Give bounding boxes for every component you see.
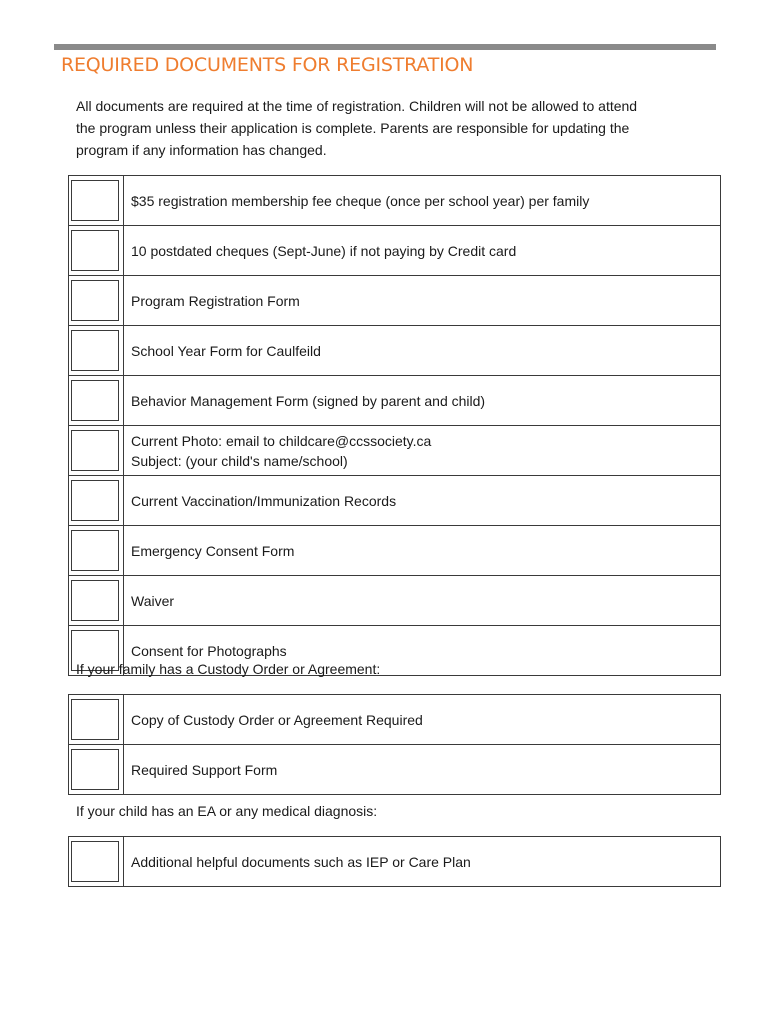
checklist-row: [69, 176, 721, 226]
document-checkbox[interactable]: [71, 841, 119, 882]
checklist-row: [69, 576, 721, 626]
document-label: Current Vaccination/Immunization Records: [124, 476, 721, 526]
document-label: Copy of Custody Order or Agreement Required: [124, 695, 721, 745]
intro-line: the program unless their application is complete. Parents are responsible for updating the: [76, 120, 630, 136]
checklist-row: [69, 837, 721, 887]
checklist-row: [69, 376, 721, 426]
page-title: REQUIRED DOCUMENTS FOR REGISTRATION: [61, 54, 474, 76]
checklist-row: [69, 276, 721, 326]
checklist-row: [69, 476, 721, 526]
checklist-row: [69, 226, 721, 276]
checklist-row: [69, 426, 721, 476]
document-label: Waiver: [124, 576, 721, 626]
document-checkbox[interactable]: [71, 180, 119, 221]
document-checkbox[interactable]: [71, 580, 119, 621]
checklist-row: [69, 745, 721, 795]
required-documents-table: [68, 175, 721, 676]
intro-paragraph: [76, 95, 706, 161]
document-checkbox[interactable]: [71, 430, 119, 471]
document-checkbox[interactable]: [71, 380, 119, 421]
document-label: Required Support Form: [124, 745, 721, 795]
document-checkbox[interactable]: [71, 480, 119, 521]
document-sublabel: Subject: (your child's name/school): [131, 452, 348, 469]
intro-line: All documents are required at the time of registration. Children will not be allowed to attend: [76, 98, 638, 114]
document-label: School Year Form for Caulfeild: [124, 326, 721, 376]
checklist-row: [69, 526, 721, 576]
document-label: Additional helpful documents such as IEP or Care Plan: [124, 837, 721, 887]
document-label: Emergency Consent Form: [124, 526, 721, 576]
document-checkbox[interactable]: [71, 230, 119, 271]
header-rule: [54, 44, 716, 50]
intro-line: program if any information has changed.: [76, 142, 327, 158]
document-label: Consent for Photographs: [124, 626, 721, 676]
document-checkbox[interactable]: [71, 699, 119, 740]
custody-note: If your family has a Custody Order or Agreement:: [76, 661, 381, 677]
checklist-row: [69, 326, 721, 376]
medical-documents-table: [68, 836, 721, 887]
checklist-row: [69, 695, 721, 745]
medical-note: If your child has an EA or any medical diagnosis:: [76, 803, 378, 819]
custody-documents-table: [68, 694, 721, 795]
document-label: Behavior Management Form (signed by parent and child): [124, 376, 721, 426]
document-label: 10 postdated cheques (Sept-June) if not paying by Credit card: [124, 226, 721, 276]
document-label: $35 registration membership fee cheque (once per school year) per family: [124, 176, 721, 226]
document-label: Current Photo: email to childcare@ccssociety.ca: [131, 432, 432, 449]
document-checkbox[interactable]: [71, 330, 119, 371]
document-checkbox[interactable]: [71, 530, 119, 571]
document-checkbox[interactable]: [71, 749, 119, 790]
document-label: Program Registration Form: [124, 276, 721, 326]
document-checkbox[interactable]: [71, 280, 119, 321]
